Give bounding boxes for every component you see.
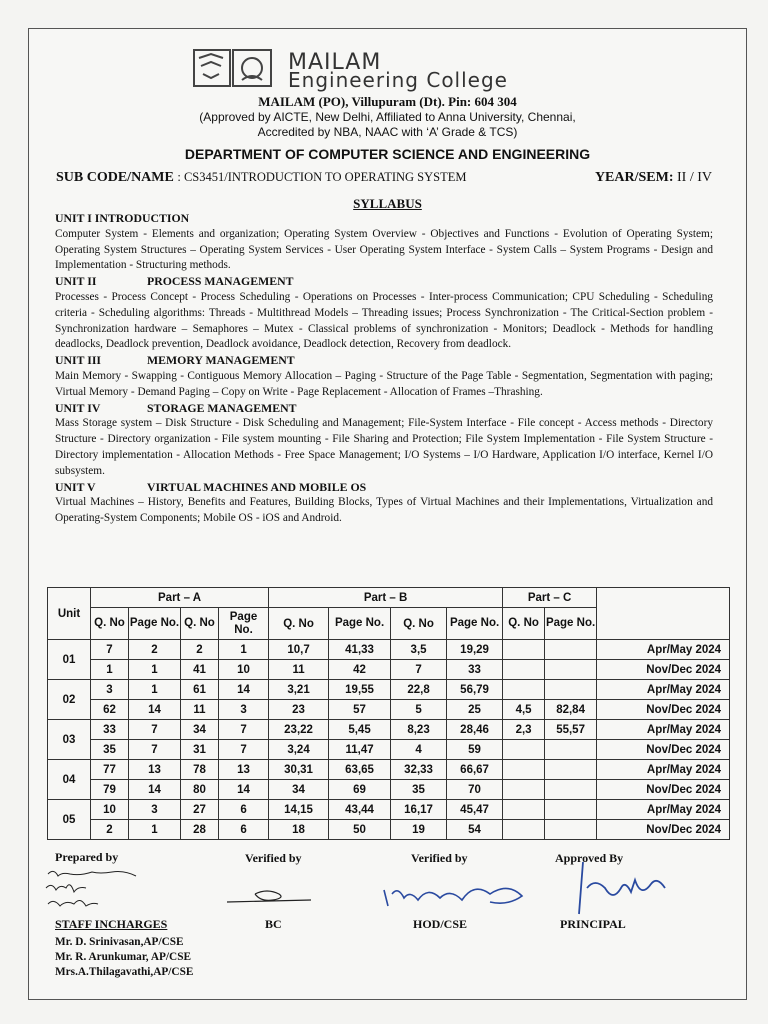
question-reference-table: [47, 587, 730, 840]
table-row: [48, 820, 730, 840]
table-cell: 3: [91, 680, 129, 700]
page-no-header: Page No.: [545, 608, 597, 640]
table-cell: 6: [219, 800, 269, 820]
table-cell: 7: [219, 740, 269, 760]
table-cell: 25: [447, 700, 503, 720]
table-cell: 79: [91, 780, 129, 800]
table-cell: 19,55: [329, 680, 391, 700]
bc-label: BC: [265, 917, 282, 931]
table-row: [48, 720, 730, 740]
table-cell: 13: [219, 760, 269, 780]
unit-column-header: Unit: [48, 588, 91, 640]
college-address: MAILAM (PO), Villupuram (Dt). Pin: 604 304: [258, 94, 517, 109]
table-row: [48, 780, 730, 800]
table-row: [48, 800, 730, 820]
table-cell: 7: [129, 720, 181, 740]
table-cell: 2,3: [503, 720, 545, 740]
page-no-header: Page No.: [129, 608, 181, 640]
table-cell: [545, 800, 597, 820]
session-cell: Apr/May 2024: [597, 720, 730, 740]
sub-code-value: : CS3451/INTRODUCTION TO OPERATING SYSTEM: [177, 170, 467, 184]
table-cell: 16,17: [391, 800, 447, 820]
table-cell: 57: [329, 700, 391, 720]
unit-cell: 05: [48, 800, 91, 840]
approval-text: [28, 110, 747, 140]
table-cell: 7: [91, 640, 129, 660]
session-cell: Nov/Dec 2024: [597, 700, 730, 720]
table-cell: 2: [91, 820, 129, 840]
table-row: [48, 740, 730, 760]
staff-names-list: [55, 935, 193, 980]
table-cell: 31: [181, 740, 219, 760]
session-cell: Apr/May 2024: [597, 680, 730, 700]
table-cell: 62: [91, 700, 129, 720]
table-cell: 5: [391, 700, 447, 720]
table-cell: [503, 660, 545, 680]
staff-name: Mrs.A.Thilagavathi,AP/CSE: [55, 966, 194, 978]
session-cell: Apr/May 2024: [597, 800, 730, 820]
table-cell: 66,67: [447, 760, 503, 780]
session-cell: Apr/May 2024: [597, 640, 730, 660]
unit-cell: 03: [48, 720, 91, 760]
table-cell: [503, 800, 545, 820]
table-cell: 63,65: [329, 760, 391, 780]
page-no-header: Page No.: [329, 608, 391, 640]
unit-number: UNIT V: [55, 479, 96, 494]
principal-label: PRINCIPAL: [560, 917, 626, 931]
table-body: [48, 640, 730, 840]
table-cell: 34: [181, 720, 219, 740]
table-cell: 1: [129, 660, 181, 680]
unit-body: Mass Storage system – Disk Structure - Disk Scheduling and Management; File-System Interface - File concept - Access methods - Directory Structure - Directory organization - File system mounting - File Sharing and Protection; File System Implementation - File System Structure - Directory implementation - Allocation Methods - Free Space Management; I/O Systems – I/O Hardware, Application I/O interface, Kernel I/O subsystem.: [55, 417, 713, 477]
table-cell: [545, 680, 597, 700]
table-cell: 28,46: [447, 720, 503, 740]
unit-number: UNIT II: [55, 274, 97, 289]
unit-title: INTRODUCTION: [94, 211, 190, 225]
table-cell: 35: [391, 780, 447, 800]
department-title: DEPARTMENT OF COMPUTER SCIENCE AND ENGINEERING: [184, 146, 591, 162]
table-cell: 1: [91, 660, 129, 680]
table-cell: 4,5: [503, 700, 545, 720]
table-cell: 14: [129, 780, 181, 800]
table-cell: 22,8: [391, 680, 447, 700]
college-name-line2: Engineering College: [288, 68, 508, 92]
unit-cell: 02: [48, 680, 91, 720]
table-cell: 42: [329, 660, 391, 680]
table-cell: 41: [181, 660, 219, 680]
unit-number: UNIT I: [55, 211, 92, 225]
table-row: [48, 640, 730, 660]
staff-incharges-label: STAFF INCHARGES: [55, 917, 168, 931]
table-row: [48, 700, 730, 720]
part-a-header: Part – A: [91, 588, 269, 608]
table-cell: 10,7: [269, 640, 329, 660]
subject-line: [56, 170, 716, 186]
table-cell: 43,44: [329, 800, 391, 820]
unit-body: Virtual Machines – History, Benefits and Features, Building Blocks, Types of Virtual Machines and their Implementations, Virtualization and Operating-System Components; Mobile OS - iOS and Android.: [55, 496, 713, 525]
table-cell: 55,57: [545, 720, 597, 740]
table-cell: 3,21: [269, 680, 329, 700]
table-cell: 78: [181, 760, 219, 780]
table-cell: [545, 660, 597, 680]
table-cell: 14: [219, 680, 269, 700]
session-cell: Nov/Dec 2024: [597, 820, 730, 840]
college-logo-icon: [193, 48, 275, 90]
bc-signature-image: [225, 882, 315, 912]
principal-signature-image: [565, 858, 675, 918]
table-row: [48, 660, 730, 680]
table-cell: 14: [129, 700, 181, 720]
table-cell: 1: [129, 680, 181, 700]
table-cell: 7: [129, 740, 181, 760]
session-cell: Nov/Dec 2024: [597, 780, 730, 800]
table-cell: 11: [181, 700, 219, 720]
qno-header: Q. No: [503, 608, 545, 640]
table-cell: 54: [447, 820, 503, 840]
unit-number: UNIT IV: [55, 400, 101, 415]
approval-line-2: Accredited by NBA, NAAC with ‘A’ Grade & TCS): [257, 125, 518, 139]
unit-heading: [55, 401, 713, 417]
table-cell: 2: [129, 640, 181, 660]
table-cell: 80: [181, 780, 219, 800]
table-cell: 14: [219, 780, 269, 800]
table-cell: 7: [391, 660, 447, 680]
table-cell: [545, 740, 597, 760]
table-cell: 14,15: [269, 800, 329, 820]
table-cell: 82,84: [545, 700, 597, 720]
table-cell: 69: [329, 780, 391, 800]
unit-body: Processes - Process Concept - Process Scheduling - Operations on Processes - Inter-process Communication; CPU Scheduling - Scheduling criteria - Scheduling algorithms: Threads - Multithread Models – Threading issues; Process Synchronization - The Critical-Section problem - Synchronization hardware – Semaphores – Mutex - Classical problems of synchronization - Monitors; Deadlock - Methods for handling deadlocks, Deadlock prevention, Deadlock avoidance, Deadlock detection, Recovery from deadlock.: [55, 290, 713, 351]
unit-title: STORAGE MANAGEMENT: [147, 400, 297, 415]
unit-title: MEMORY MANAGEMENT: [147, 353, 295, 368]
table-cell: 45,47: [447, 800, 503, 820]
table-cell: 32,33: [391, 760, 447, 780]
session-cell: Apr/May 2024: [597, 760, 730, 780]
qno-header: Q. No: [391, 608, 447, 640]
table-cell: 50: [329, 820, 391, 840]
table-cell: 33: [91, 720, 129, 740]
unit-cell: 04: [48, 760, 91, 800]
syllabus-units: [55, 211, 713, 527]
year-sem-label: YEAR/SEM:: [594, 170, 674, 185]
table-cell: [545, 780, 597, 800]
sub-code-label: SUB CODE/NAME: [56, 170, 174, 185]
table-cell: 56,79: [447, 680, 503, 700]
unit-number: UNIT III: [55, 353, 102, 368]
table-cell: [545, 640, 597, 660]
unit-heading: [55, 353, 713, 369]
qno-header: Q. No: [91, 608, 129, 640]
page-no-header: Page No.: [219, 608, 269, 640]
verified-by-label-1: Verified by: [245, 851, 302, 865]
table-cell: 19: [391, 820, 447, 840]
table-cell: 6: [219, 820, 269, 840]
table-cell: 59: [447, 740, 503, 760]
table-cell: 35: [91, 740, 129, 760]
table-cell: 18: [269, 820, 329, 840]
table-cell: [545, 820, 597, 840]
table-cell: [545, 760, 597, 780]
table-cell: 13: [129, 760, 181, 780]
table-cell: 23: [269, 700, 329, 720]
table-cell: 5,45: [329, 720, 391, 740]
qno-header: Q. No: [269, 608, 329, 640]
table-cell: 3,5: [391, 640, 447, 660]
table-cell: 11: [269, 660, 329, 680]
approval-line-1: (Approved by AICTE, New Delhi, Affiliated to Anna University, Chennai,: [199, 110, 576, 124]
unit-heading: [55, 480, 713, 496]
unit-cell: 01: [48, 640, 91, 680]
table-cell: 33: [447, 660, 503, 680]
table-cell: 77: [91, 760, 129, 780]
session-cell: Nov/Dec 2024: [597, 660, 730, 680]
table-cell: [503, 680, 545, 700]
table-cell: 34: [269, 780, 329, 800]
table-cell: [503, 740, 545, 760]
table-cell: 10: [91, 800, 129, 820]
table-row: [48, 680, 730, 700]
table-cell: [503, 820, 545, 840]
table-cell: 4: [391, 740, 447, 760]
table-cell: 28: [181, 820, 219, 840]
table-cell: 41,33: [329, 640, 391, 660]
verified-by-label-2: Verified by: [411, 851, 468, 865]
qno-header: Q. No: [181, 608, 219, 640]
prepared-by-label: Prepared by: [55, 850, 119, 864]
table-cell: [503, 760, 545, 780]
session-column-header: [597, 588, 730, 640]
unit-heading: [55, 274, 713, 290]
table-cell: 19,29: [447, 640, 503, 660]
unit-title: VIRTUAL MACHINES AND MOBILE OS: [147, 479, 367, 494]
unit-body: Computer System - Elements and organization; Operating System Overview - Objectives and Functions - Evolution of Operating System; Operating System Structures – Operating System Services - User Operating System Interface - System Calls – System Programs - Design and Implementation - Structuring methods.: [55, 227, 713, 272]
unit-body: Main Memory - Swapping - Contiguous Memory Allocation – Paging - Structure of the Page Table - Segmentation, Segmentation with paging; Virtual Memory - Demand Paging – Copy on Write - Page Replacement - Allocation of Frames –Thrashing.: [55, 369, 713, 398]
year-sem-value: II / IV: [677, 170, 712, 185]
unit-heading: [55, 211, 713, 227]
syllabus-title: SYLLABUS: [353, 196, 422, 211]
table-cell: 3,24: [269, 740, 329, 760]
table-cell: 8,23: [391, 720, 447, 740]
hod-label: HOD/CSE: [413, 917, 468, 931]
unit-title: PROCESS MANAGEMENT: [147, 274, 294, 289]
table-cell: 3: [219, 700, 269, 720]
table-cell: 70: [447, 780, 503, 800]
table-cell: [503, 640, 545, 660]
table-cell: 61: [181, 680, 219, 700]
table-cell: 2: [181, 640, 219, 660]
table-cell: 7: [219, 720, 269, 740]
table-cell: 1: [219, 640, 269, 660]
table-row: [48, 760, 730, 780]
table-cell: 27: [181, 800, 219, 820]
hod-signature-image: [378, 876, 528, 916]
table-cell: 11,47: [329, 740, 391, 760]
staff-name: Mr. R. Arunkumar, AP/CSE: [55, 951, 192, 963]
part-c-header: Part – C: [503, 588, 597, 608]
session-cell: Nov/Dec 2024: [597, 740, 730, 760]
table-cell: 30,31: [269, 760, 329, 780]
approved-by-label: Approved By: [555, 851, 624, 865]
staff-signatures-image: [40, 866, 150, 916]
page-no-header: Page No.: [447, 608, 503, 640]
staff-name: Mr. D. Srinivasan,AP/CSE: [55, 936, 184, 948]
table-cell: 1: [129, 820, 181, 840]
college-name-line1: MAILAM: [288, 50, 382, 75]
part-b-header: Part – B: [269, 588, 503, 608]
table-cell: 3: [129, 800, 181, 820]
table-cell: 10: [219, 660, 269, 680]
table-cell: [503, 780, 545, 800]
table-cell: 23,22: [269, 720, 329, 740]
